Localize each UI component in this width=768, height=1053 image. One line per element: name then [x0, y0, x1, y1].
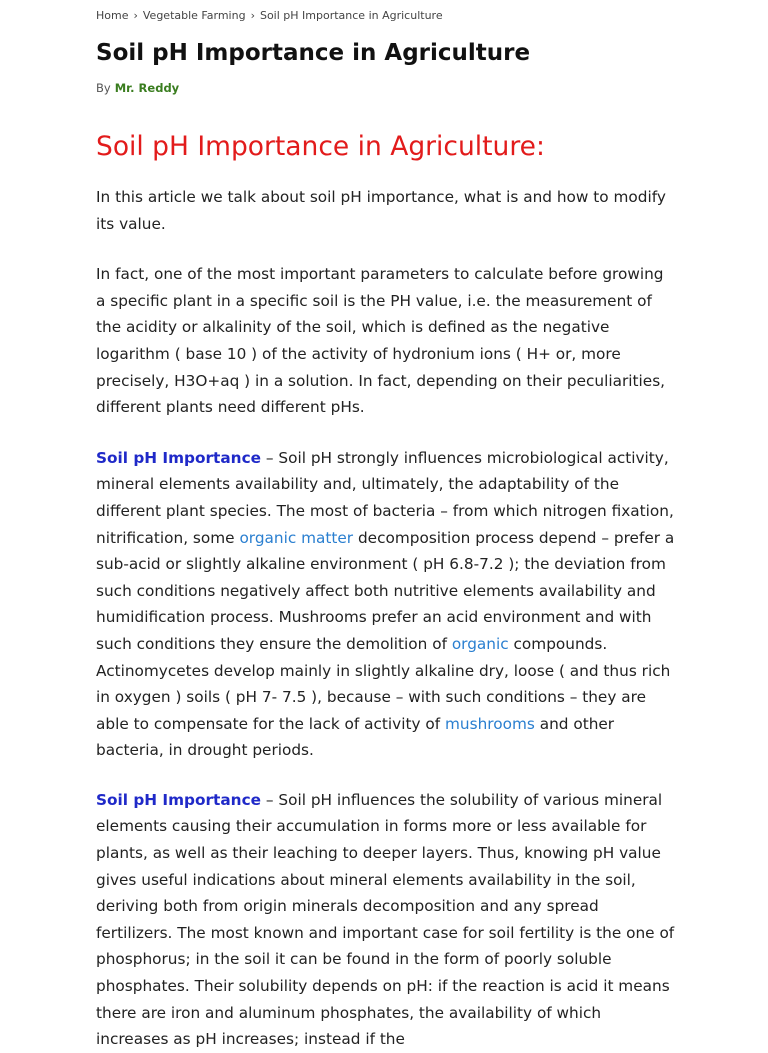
section-heading: Soil pH Importance in Agriculture:: [96, 131, 545, 162]
page-title: Soil pH Importance in Agriculture: [96, 40, 531, 66]
mushrooms-link[interactable]: mushrooms: [445, 714, 535, 733]
organic-matter-link[interactable]: organic matter: [239, 528, 354, 547]
paragraph-text: – Soil pH influences the solubility of various mineral elements causing their accumulation in forms more or less available for plants, as well as their leaching to deeper layers. Thus, knowing pH value gives useful indications about mineral elements availability in the soil, deriving both from origin minerals decomposition and any spread fertilizers. The most known and important case for soil fertility is the one of phosphorus; in the soil it can be found in the form of poorly soluble phosphates. Their solubility depends on pH: if the reaction is acid it means there are iron and aluminum phosphates, the availability of which increases as pH increases; instead if the: [96, 790, 675, 1049]
ph-definition-paragraph: In fact, one of the most important parameters to calculate before growing a specific plant in a specific soil is the PH value, i.e. the measurement of the acidity or alkalinity of the soil, which is defined as the negative logarithm ( base 10 ) of the activity of hydronium ions ( H+ or, more precisely, H3O+aq ) in a solution. In fact, depending on their peculiarities, different plants need different pHs.: [96, 265, 666, 417]
author-link[interactable]: Mr. Reddy: [114, 81, 180, 95]
breadcrumb-category-link[interactable]: Vegetable Farming: [142, 9, 246, 22]
breadcrumb-home-link[interactable]: Home: [96, 9, 129, 22]
byline-label: By: [96, 81, 111, 95]
byline: [96, 80, 676, 96]
paragraph-text: decomposition process depend – prefer a sub-acid or slightly alkaline environment ( pH 6.8-7.2 ); the deviation from such conditions negatively affect both nutritive elements availability and humidification process. Mushrooms prefer an acid environment and with such conditions they ensure the demolition of: [96, 528, 675, 653]
solubility-paragraph: [96, 787, 676, 1053]
breadcrumb-separator: ›: [250, 9, 255, 22]
organic-link[interactable]: organic: [451, 634, 509, 653]
breadcrumb-current: Soil pH Importance in Agriculture: [259, 9, 443, 22]
paragraph-text: and other bacteria, in drought periods.: [96, 714, 615, 760]
article-content: [96, 0, 676, 1053]
paragraph-text: compounds. Actinomycetes develop mainly in slightly alkaline dry, loose ( and thus rich in oxygen ) soils ( pH 7- 7.5 ), because – with such conditions – they are able to compensate for the lack of activity of: [96, 634, 671, 733]
breadcrumb: [96, 9, 676, 23]
breadcrumb-separator: ›: [133, 9, 138, 22]
soil-ph-importance-link[interactable]: Soil pH Importance: [96, 790, 262, 809]
paragraph-text: – Soil pH strongly influences microbiological activity, mineral elements availability and, ultimately, the adaptability of the different plant species. The most of bacteria – from which nitrogen fixation, nitrification, some: [96, 448, 674, 547]
intro-paragraph: In this article we talk about soil pH importance, what is and how to modify its value.: [96, 188, 666, 233]
microbiology-paragraph: [96, 445, 676, 764]
soil-ph-importance-link[interactable]: Soil pH Importance: [96, 448, 262, 467]
